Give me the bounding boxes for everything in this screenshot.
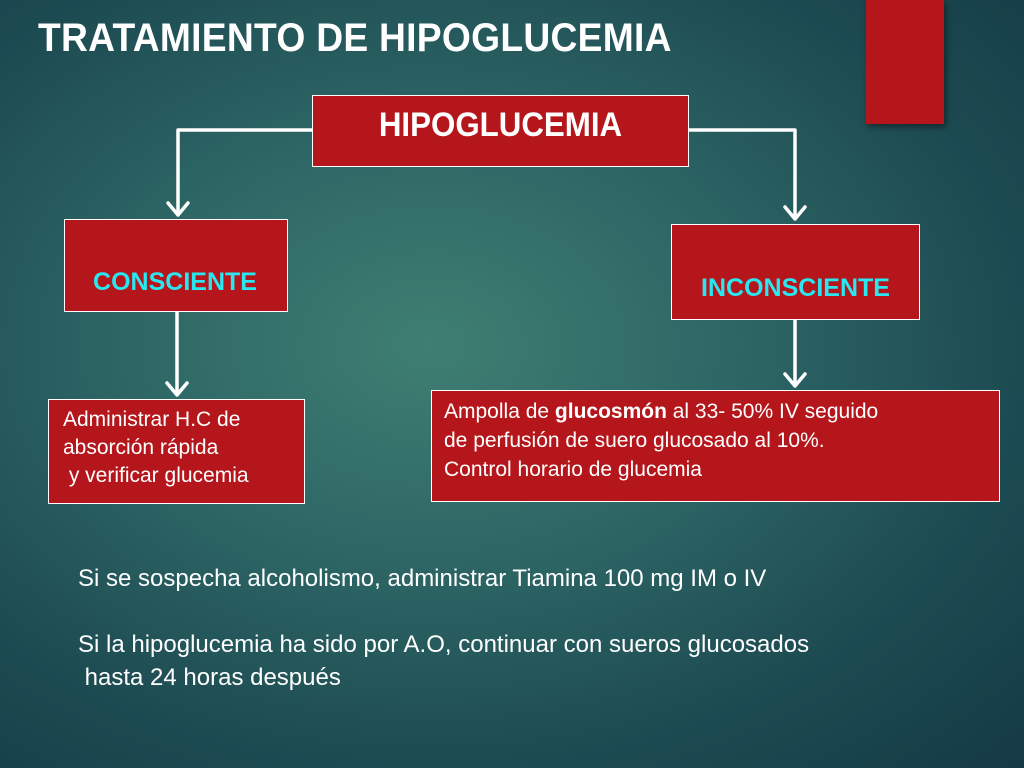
action-text: al 33- 50% IV seguido — [666, 400, 879, 423]
slide-title: TRATAMIENTO DE HIPOGLUCEMIA — [38, 16, 672, 60]
drug-name-bold: glucosmón — [554, 400, 667, 423]
action-inconsciente-line — [444, 397, 991, 426]
action-consciente-line: Administrar H.C de — [63, 408, 241, 431]
note-alcoholism: Si se sospecha alcoholismo, administrar Tiamina 100 mg IM o IV — [78, 565, 767, 592]
root-node-label: HIPOGLUCEMIA — [378, 106, 623, 144]
action-inconsciente-line: de perfusión de suero glucosado al 10%. — [444, 429, 825, 452]
action-box-inconsciente — [431, 390, 1000, 502]
action-consciente-line: y verificar glucemia — [63, 464, 249, 487]
notes-section — [78, 562, 809, 694]
condition-label-consciente: CONSCIENTE — [93, 267, 257, 296]
root-node-box — [312, 95, 689, 167]
condition-box-inconsciente — [671, 224, 920, 320]
note-oral-antidiabetics: Si la hipoglucemia ha sido por A.O, continuar con sueros glucosados hasta 24 horas después — [78, 631, 810, 691]
connector-root-to-inconsciente — [689, 130, 795, 218]
action-inconsciente-line: Control horario de glucemia — [444, 458, 702, 481]
action-text: Ampolla de — [444, 400, 555, 423]
condition-box-consciente — [64, 219, 288, 312]
action-box-consciente — [48, 399, 305, 504]
action-consciente-line: absorción rápida — [63, 436, 219, 459]
connector-root-to-consciente — [178, 130, 312, 214]
condition-label-inconsciente: INCONSCIENTE — [701, 274, 890, 302]
